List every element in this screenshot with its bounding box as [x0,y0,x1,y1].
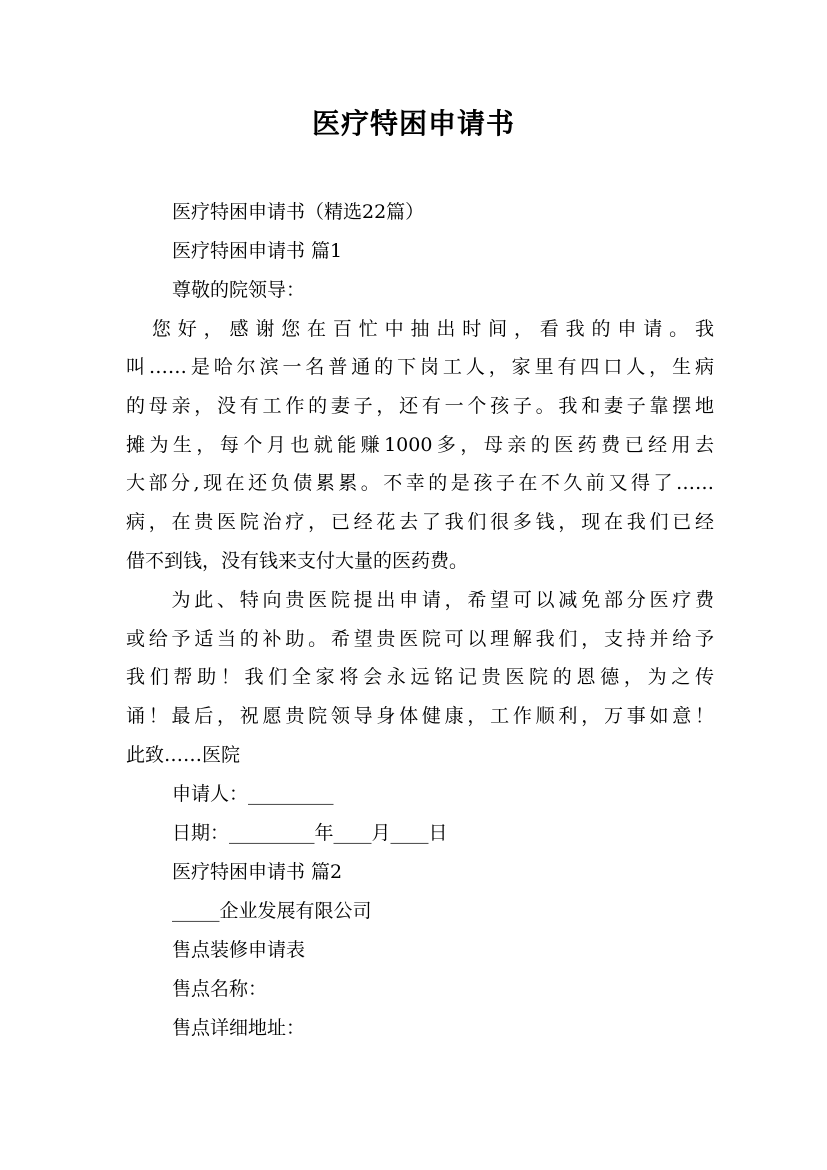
paragraph-line: 我们帮助！我们全家将会永远铭记贵医院的恩德，为之传 [126,666,714,688]
paragraph-line: 或给予适当的补助。希望贵医院可以理解我们，支持并给予 [126,628,714,650]
paragraph-line: 的母亲，没有工作的妻子，还有一个孩子。我和妻子靠摆地 [126,395,714,417]
outlet-address-label: 售点详细地址： [172,1017,306,1039]
document-subtitle: 医疗特困申请书（精选22篇） [172,201,425,223]
paragraph-line: 叫……是哈尔滨一名普通的下岗工人，家里有四口人，生病 [126,356,714,378]
section2-heading: 医疗特困申请书 篇2 [172,861,343,883]
paragraph-line: 病，在贵医院治疗，已经花去了我们很多钱，现在我们已经 [126,511,714,533]
paragraph-line: 借不到钱，没有钱来支付大量的医药费。 [126,550,469,572]
document-title: 医疗特困申请书 [311,107,515,140]
paragraph-line: 为此、特向贵医院提出申请，希望可以减免部分医疗费 [126,589,714,611]
paragraph-line: 此致……医院 [126,744,241,766]
company-name: _____企业发展有限公司 [172,900,372,922]
applicant-field: 申请人：_________ [172,783,334,805]
paragraph-line: 大部分,现在还负债累累。不幸的是孩子在不久前又得了…… [126,472,714,494]
form-title: 售点装修申请表 [172,939,306,961]
date-field: 日期：_________年____月____日 [172,822,448,844]
salutation: 尊敬的院领导： [172,279,306,301]
paragraph-line: 您好，感谢您在百忙中抽出时间，看我的申请。我 [126,318,714,340]
paragraph-line: 摊为生，每个月也就能赚1000多，母亲的医药费已经用去 [126,434,714,456]
paragraph-line: 诵！最后，祝愿贵院领导身体健康，工作顺利，万事如意！ [126,705,714,727]
section1-heading: 医疗特困申请书 篇1 [172,240,343,262]
outlet-name-label: 售点名称： [172,978,268,1000]
